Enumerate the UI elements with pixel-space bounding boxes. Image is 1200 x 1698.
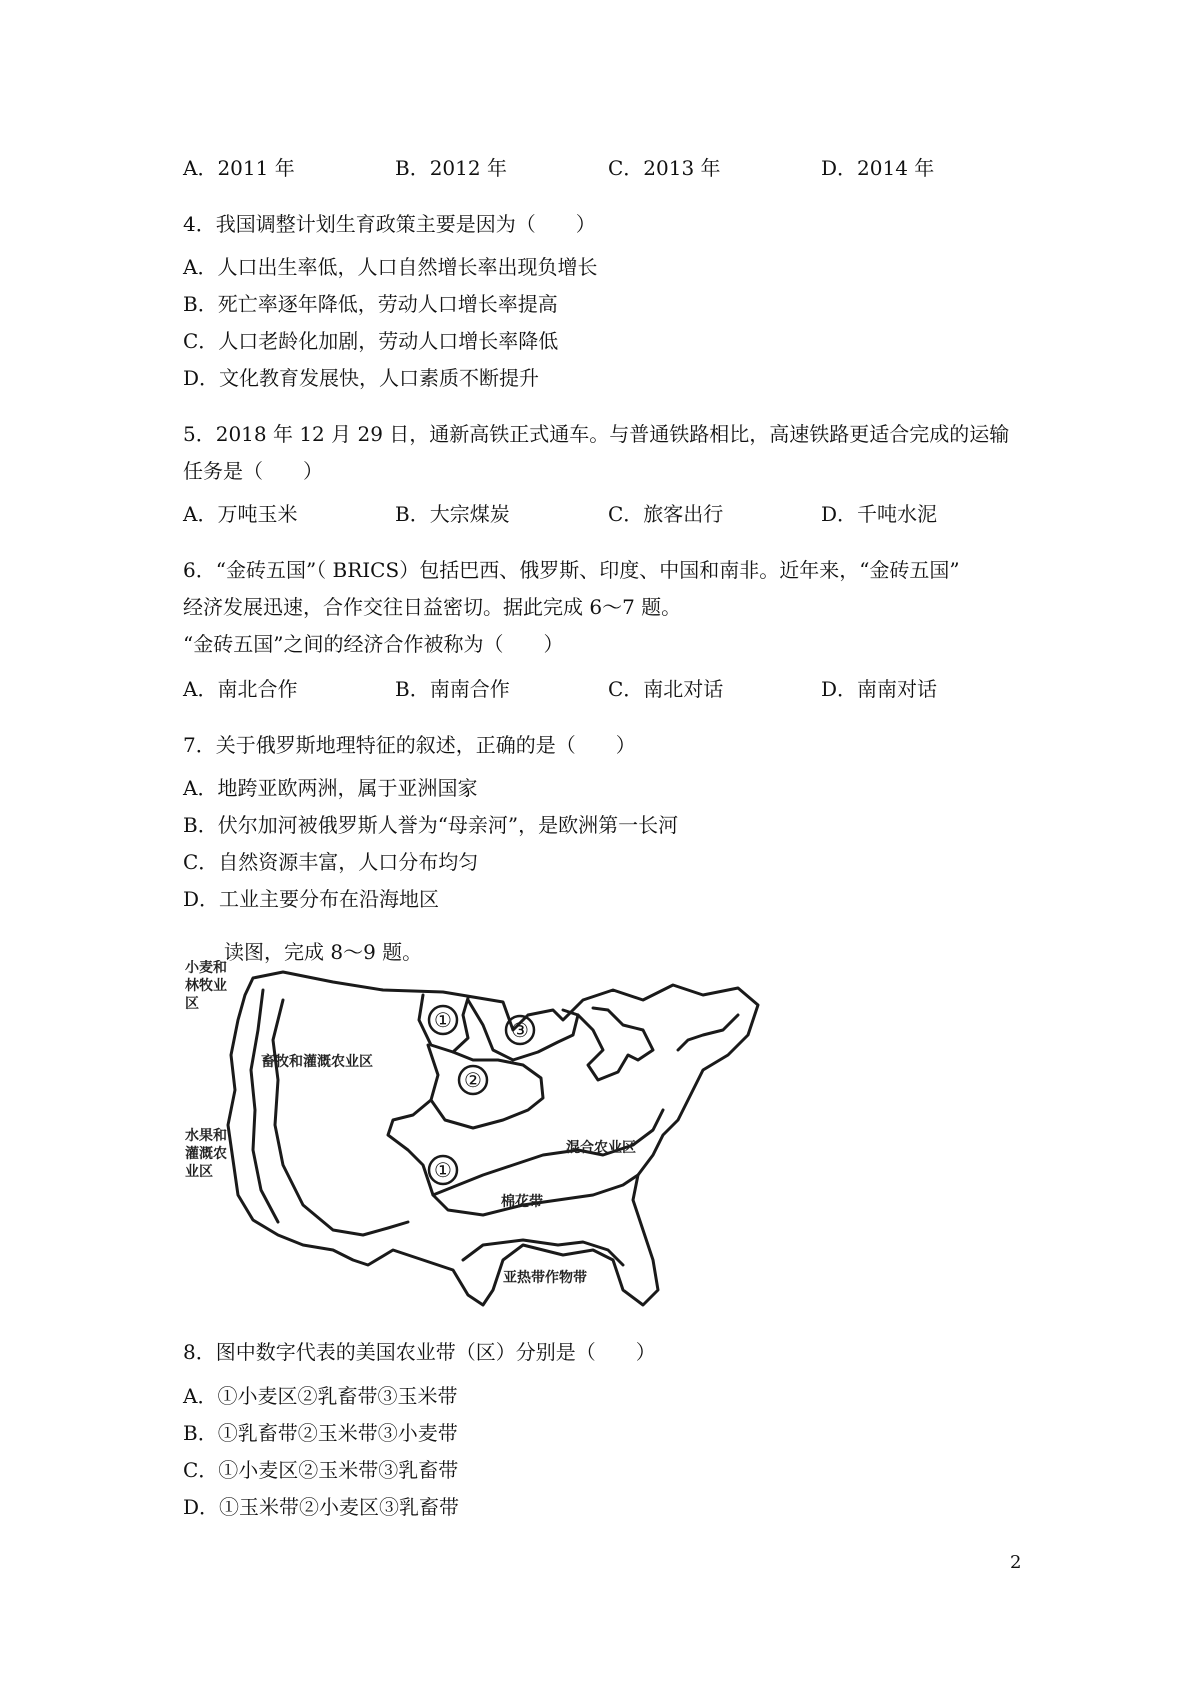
label-mixed-agriculture: 混合农业区: [566, 1140, 636, 1156]
zone-3-number: ③: [511, 1018, 529, 1042]
ranching-inner-line: [273, 1000, 408, 1235]
q5-option-a: A．万吨玉米: [183, 502, 298, 526]
east-coast-detail: [678, 1015, 738, 1050]
q6-option-c: C．南北对话: [608, 677, 724, 701]
q4-option-c: C．人口老龄化加剧，劳动人口增长率降低: [183, 329, 559, 353]
q5-option-c: C．旅客出行: [608, 502, 724, 526]
usa-outline: [228, 972, 758, 1305]
label-subtropical-crops: 亚热带作物带: [503, 1270, 587, 1286]
q7-option-a: A．地跨亚欧两洲，属于亚洲国家: [183, 776, 478, 800]
map-intro: 读图，完成 8～9 题。: [224, 940, 423, 964]
q3-option-c: C．2013 年: [608, 156, 721, 180]
zone-2-number: ②: [464, 1068, 482, 1092]
q8-stem: 8．图中数字代表的美国农业带（区）分别是（ ）: [183, 1340, 656, 1364]
q8-option-a: A．①小麦区②乳畜带③玉米带: [183, 1384, 458, 1408]
label-ranching-irrigation: 畜牧和灌溉农业区: [261, 1054, 373, 1070]
q8-option-d: D．①玉米带②小麦区③乳畜带: [183, 1495, 460, 1519]
q7-option-b: B．伏尔加河被俄罗斯人誉为“母亲河”，是欧洲第一长河: [183, 813, 679, 837]
q4-option-a: A．人口出生率低，人口自然增长率出现负增长: [183, 255, 598, 279]
q6-option-d: D．南南对话: [821, 677, 938, 701]
q5-option-d: D．千吨水泥: [821, 502, 938, 526]
q8-option-c: C．①小麦区②玉米带③乳畜带: [183, 1458, 459, 1482]
q6-stem: “金砖五国”之间的经济合作被称为（ ）: [183, 632, 564, 656]
label-wheat-forestry-1: 小麦和: [185, 960, 227, 976]
q5-option-b: B．大宗煤炭: [395, 502, 510, 526]
q5-stem-line1: 5．2018 年 12 月 29 日，通新高铁正式通车。与普通铁路相比，高速铁路更适合完成的运输: [183, 422, 1010, 446]
q3-option-d: D．2014 年: [821, 156, 935, 180]
label-fruit-irrigation-1: 水果和: [185, 1128, 227, 1144]
usa-agriculture-map: [183, 960, 765, 1320]
label-wheat-forestry-3: 区: [185, 996, 199, 1012]
great-lakes: [578, 1008, 653, 1080]
label-fruit-irrigation-2: 灌溉农: [185, 1146, 227, 1162]
label-cotton-belt: 棉花带: [501, 1194, 543, 1210]
q6-intro-line1: 6．“金砖五国”（ BRICS）包括巴西、俄罗斯、印度、中国和南非。近年来，“金砖五国”: [183, 558, 960, 582]
label-fruit-irrigation-3: 业区: [185, 1164, 213, 1180]
q4-option-b: B．死亡率逐年降低，劳动人口增长率提高: [183, 292, 558, 316]
zone-1-bottom-number: ①: [434, 1158, 452, 1182]
q4-stem: 4．我国调整计划生育政策主要是因为（ ）: [183, 212, 596, 236]
q6-intro-line2: 经济发展迅速，合作交往日益密切。据此完成 6～7 题。: [183, 595, 682, 619]
q3-option-b: B．2012 年: [395, 156, 507, 180]
q6-option-b: B．南南合作: [395, 677, 510, 701]
q8-option-b: B．①乳畜带②玉米带③小麦带: [183, 1421, 458, 1445]
q5-stem-line2: 任务是（ ）: [183, 459, 323, 483]
q4-option-d: D．文化教育发展快，人口素质不断提升: [183, 366, 540, 390]
west-belt-line: [251, 990, 278, 1222]
q6-option-a: A．南北合作: [183, 677, 298, 701]
q7-option-c: C．自然资源丰富，人口分布均匀: [183, 850, 479, 874]
page-number: 2: [1010, 1552, 1022, 1573]
q7-stem: 7．关于俄罗斯地理特征的叙述，正确的是（ ）: [183, 733, 636, 757]
label-wheat-forestry-2: 林牧业: [185, 978, 227, 994]
q3-option-a: A．2011 年: [183, 156, 295, 180]
zone-1-top-number: ①: [434, 1008, 452, 1032]
q7-option-d: D．工业主要分布在沿海地区: [183, 887, 440, 911]
